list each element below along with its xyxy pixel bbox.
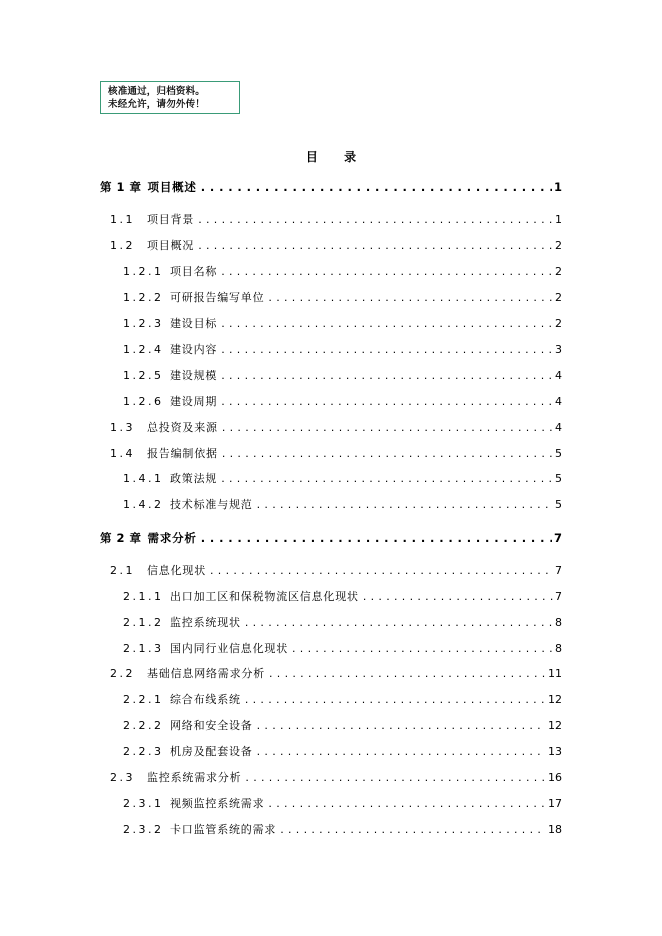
approval-stamp bbox=[100, 81, 240, 114]
toc-entry-page: 12 bbox=[548, 693, 562, 706]
toc-entry-2-2[interactable] bbox=[110, 666, 562, 682]
stamp-line-1: 核准通过，归档资料。 bbox=[108, 86, 206, 97]
toc-entry-1-2-1[interactable] bbox=[123, 264, 562, 280]
toc-entry-label: 报告编制依据 bbox=[147, 447, 218, 460]
toc-leader-dots bbox=[257, 744, 546, 760]
toc-entry-number: 2.2 bbox=[110, 667, 135, 680]
toc-entry-page: 11 bbox=[548, 667, 562, 680]
toc-leader-dots bbox=[245, 615, 553, 631]
toc-entry-1-1[interactable] bbox=[110, 212, 562, 228]
toc-leader-dots bbox=[363, 589, 553, 605]
toc-entry-number: 1.4 bbox=[110, 447, 135, 460]
toc-entry-label: 技术标准与规范 bbox=[170, 498, 253, 511]
toc-entry-page: 18 bbox=[548, 823, 562, 836]
toc-entry-2-1-3[interactable] bbox=[123, 641, 562, 657]
toc-leader-dots bbox=[221, 342, 553, 358]
toc-entry-label: 项目背景 bbox=[147, 213, 195, 226]
toc-entry-1-2[interactable] bbox=[110, 238, 562, 254]
toc-entry-number: 2.2.2 bbox=[123, 719, 164, 732]
toc-entry-number: 2.3.1 bbox=[123, 797, 164, 810]
toc-chapter-2[interactable] bbox=[100, 530, 562, 546]
toc-entry-label: 综合布线系统 bbox=[170, 693, 241, 706]
toc-entry-number: 第 1 章 bbox=[100, 180, 142, 194]
toc-leader-dots bbox=[268, 796, 546, 812]
toc-leader-dots bbox=[221, 368, 553, 384]
toc-entry-label: 机房及配套设备 bbox=[170, 745, 253, 758]
toc-entry-1-2-5[interactable] bbox=[123, 368, 562, 384]
toc-entry-1-2-3[interactable] bbox=[123, 316, 562, 332]
toc-entry-page: 5 bbox=[555, 447, 562, 460]
toc-leader-dots bbox=[280, 822, 546, 838]
toc-entry-1-2-2[interactable] bbox=[123, 290, 562, 306]
toc-entry-1-3[interactable] bbox=[110, 420, 562, 436]
toc-leader-dots bbox=[221, 316, 553, 332]
toc-entry-2-1-2[interactable] bbox=[123, 615, 562, 631]
toc-entry-label: 建设目标 bbox=[170, 317, 218, 330]
toc-entry-label: 国内同行业信息化现状 bbox=[170, 642, 288, 655]
toc-entry-label: 需求分析 bbox=[147, 531, 197, 545]
toc-leader-dots bbox=[198, 238, 553, 254]
toc-entry-2-1-1[interactable] bbox=[123, 589, 562, 605]
toc-entry-page: 8 bbox=[555, 642, 562, 655]
stamp-line-2: 未经允许，请勿外传！ bbox=[108, 99, 206, 110]
toc-entry-1-4-2[interactable] bbox=[123, 497, 562, 513]
toc-entry-page: 7 bbox=[555, 590, 562, 603]
toc-entry-page: 1 bbox=[553, 180, 562, 194]
toc-title-right: 录 bbox=[344, 150, 357, 164]
toc-entry-number: 1.2 bbox=[110, 239, 135, 252]
toc-entry-2-1[interactable] bbox=[110, 563, 562, 579]
toc-entry-page: 7 bbox=[555, 564, 562, 577]
toc-leader-dots bbox=[221, 264, 553, 280]
toc-entry-number: 2.2.3 bbox=[123, 745, 164, 758]
toc-leader-dots bbox=[201, 179, 552, 195]
toc-entry-2-2-3[interactable] bbox=[123, 744, 562, 760]
toc-entry-label: 卡口监管系统的需求 bbox=[170, 823, 277, 836]
toc-leader-dots bbox=[210, 563, 553, 579]
toc-entry-label: 监控系统需求分析 bbox=[147, 771, 242, 784]
toc-entry-number: 2.3 bbox=[110, 771, 135, 784]
toc-leader-dots bbox=[221, 394, 553, 410]
toc-entry-page: 3 bbox=[555, 343, 562, 356]
toc-entry-label: 总投资及来源 bbox=[147, 421, 218, 434]
toc-entry-number: 1.2.4 bbox=[123, 343, 164, 356]
toc-entry-page: 2 bbox=[555, 291, 562, 304]
toc-entry-2-2-2[interactable] bbox=[123, 718, 562, 734]
toc-leader-dots bbox=[269, 666, 546, 682]
toc-entry-label: 网络和安全设备 bbox=[170, 719, 253, 732]
toc-entry-number: 2.3.2 bbox=[123, 823, 164, 836]
toc-entry-page: 4 bbox=[555, 395, 562, 408]
toc-entry-number: 1.2.6 bbox=[123, 395, 164, 408]
toc-entry-page: 16 bbox=[548, 771, 562, 784]
toc-entry-2-3[interactable] bbox=[110, 770, 562, 786]
toc-entry-page: 2 bbox=[555, 265, 562, 278]
toc-leader-dots bbox=[245, 770, 546, 786]
toc-entry-label: 出口加工区和保税物流区信息化现状 bbox=[170, 590, 359, 603]
toc-entry-number: 2.1.1 bbox=[123, 590, 164, 603]
toc-entry-label: 建设内容 bbox=[170, 343, 218, 356]
toc-entry-number: 第 2 章 bbox=[100, 531, 142, 545]
toc-entry-page: 13 bbox=[548, 745, 562, 758]
toc-entry-page: 5 bbox=[555, 498, 562, 511]
toc-entry-page: 2 bbox=[555, 239, 562, 252]
toc-entry-number: 1.4.1 bbox=[123, 472, 164, 485]
toc-entry-label: 可研报告编写单位 bbox=[170, 291, 265, 304]
toc-leader-dots bbox=[222, 446, 553, 462]
toc-entry-1-4-1[interactable] bbox=[123, 471, 562, 487]
toc-entry-label: 视频监控系统需求 bbox=[170, 797, 265, 810]
toc-entry-label: 建设规模 bbox=[170, 369, 218, 382]
toc-entry-number: 1.2.3 bbox=[123, 317, 164, 330]
toc-entry-label: 项目名称 bbox=[170, 265, 218, 278]
toc-entry-page: 7 bbox=[553, 531, 562, 545]
toc-entry-number: 2.1 bbox=[110, 564, 135, 577]
toc-entry-1-2-4[interactable] bbox=[123, 342, 562, 358]
toc-entry-number: 1.4.2 bbox=[123, 498, 164, 511]
toc-leader-dots bbox=[222, 420, 553, 436]
toc-entry-2-2-1[interactable] bbox=[123, 692, 562, 708]
toc-entry-page: 2 bbox=[555, 317, 562, 330]
toc-leader-dots bbox=[245, 692, 546, 708]
toc-chapter-1[interactable] bbox=[100, 179, 562, 195]
toc-entry-page: 17 bbox=[548, 797, 562, 810]
toc-leader-dots bbox=[221, 471, 553, 487]
toc-entry-label: 监控系统现状 bbox=[170, 616, 241, 629]
toc-entry-number: 2.2.1 bbox=[123, 693, 164, 706]
toc-title bbox=[0, 148, 662, 165]
toc-entry-page: 8 bbox=[555, 616, 562, 629]
toc-leader-dots bbox=[201, 530, 552, 546]
toc-entry-label: 项目概况 bbox=[147, 239, 195, 252]
toc-leader-dots bbox=[268, 290, 553, 306]
toc-entry-2-3-2[interactable] bbox=[123, 822, 562, 838]
toc-entry-label: 基础信息网络需求分析 bbox=[147, 667, 265, 680]
toc-entry-page: 4 bbox=[555, 421, 562, 434]
toc-leader-dots bbox=[292, 641, 553, 657]
toc-leader-dots bbox=[198, 212, 553, 228]
toc-title-left: 目 bbox=[305, 150, 318, 164]
toc-entry-number: 2.1.2 bbox=[123, 616, 164, 629]
toc-entry-page: 5 bbox=[555, 472, 562, 485]
toc-entry-number: 1.3 bbox=[110, 421, 135, 434]
toc-entry-number: 1.2.1 bbox=[123, 265, 164, 278]
toc-entry-number: 2.1.3 bbox=[123, 642, 164, 655]
toc-entry-number: 1.1 bbox=[110, 213, 135, 226]
toc-entry-1-4[interactable] bbox=[110, 446, 562, 462]
toc-entry-label: 项目概述 bbox=[147, 180, 197, 194]
toc-entry-1-2-6[interactable] bbox=[123, 394, 562, 410]
toc-leader-dots bbox=[257, 497, 553, 513]
toc-entry-number: 1.2.5 bbox=[123, 369, 164, 382]
toc-entry-page: 12 bbox=[548, 719, 562, 732]
toc-entry-label: 信息化现状 bbox=[147, 564, 206, 577]
toc-entry-label: 政策法规 bbox=[170, 472, 218, 485]
toc-entry-page: 4 bbox=[555, 369, 562, 382]
toc-entry-label: 建设周期 bbox=[170, 395, 218, 408]
toc-entry-page: 1 bbox=[555, 213, 562, 226]
toc-entry-2-3-1[interactable] bbox=[123, 796, 562, 812]
toc-leader-dots bbox=[257, 718, 546, 734]
toc-entry-number: 1.2.2 bbox=[123, 291, 164, 304]
